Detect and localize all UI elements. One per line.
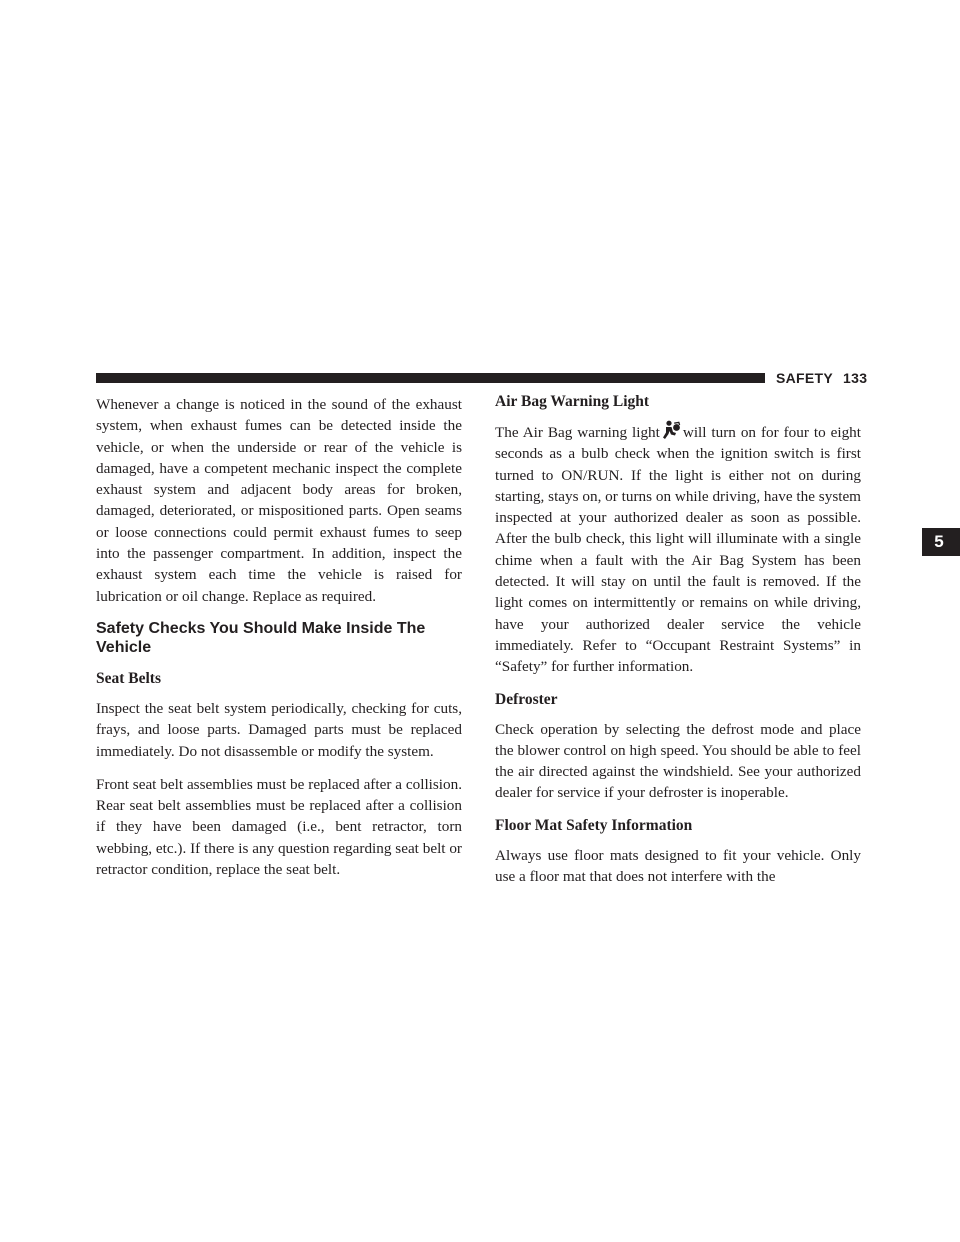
right-column	[495, 392, 861, 899]
running-header	[776, 369, 867, 387]
airbag-warning-icon	[661, 420, 681, 440]
defroster-heading: Defroster	[495, 690, 558, 708]
airbag-paragraph	[495, 420, 861, 678]
chapter-tab[interactable]: 5	[922, 528, 960, 556]
airbag-heading: Air Bag Warning Light	[495, 393, 650, 410]
airbag-text-after-icon: will turn on for four to eight seconds as a bulb check when the ignition switch is first turned to ON/RUN. If the light is either not on during starting, stays on, or turns on while driving, have the system inspected at your authorized dealer as soon as possible. After the bulb check, this light will illuminate with a single chime when a fault with the Air Bag System has been detected. It will stay on until the fault is removed. If the light comes on intermittently or remains on while driving, have your authorized dealer service the vehicle immediately. Refer to “Occupant Restraint Systems” in “Safety” for further information.	[495, 424, 861, 676]
section-heading: Safety Checks You Should Make Inside The Vehicle	[96, 619, 426, 656]
airbag-text-before-icon: The Air Bag warning light	[495, 424, 660, 441]
seat-belts-paragraph-2: Front seat belt assemblies must be replaced after a collision. Rear seat belt assemblies must be replaced after a collision if they have been damaged (i.e., bent retractor, torn webbing, etc.). If there is any question regarding seat belt or retractor condition, replace the seat belt.	[96, 775, 462, 879]
left-column	[96, 394, 462, 892]
floor-mat-paragraph: Always use floor mats designed to fit your vehicle. Only use a floor mat that does not interfere with the	[495, 846, 861, 886]
exhaust-paragraph: Whenever a change is noticed in the sound of the exhaust system, when exhaust fumes can be detected inside the vehicle, or when the underside or rear of the vehicle is damaged, have a competent mechanic inspect the complete exhaust system and adjacent body areas for broken, damaged, deteriorated, or mispositioned parts. Open seams or loose connections could permit exhaust fumes to seep into the passenger compartment. In addition, inspect the exhaust system each time the vehicle is raised for lubrication or oil change. Replace as required.	[96, 396, 462, 605]
seat-belts-heading: Seat Belts	[96, 669, 162, 687]
floor-mat-heading: Floor Mat Safety Information	[495, 816, 693, 834]
defroster-paragraph: Check operation by selecting the defrost mode and place the blower control on high speed. You should be able to feel the air directed against the windshield. See your authorized dealer for service if your defroster is inoperable.	[495, 720, 861, 802]
page-number: 133	[843, 370, 868, 386]
seat-belts-paragraph-1: Inspect the seat belt system periodically, checking for cuts, frays, and loose parts. Damaged parts must be replaced immediately. Do not disassemble or modify the system.	[96, 699, 462, 760]
header-rule	[96, 373, 765, 383]
header-section-title: SAFETY	[776, 370, 834, 386]
